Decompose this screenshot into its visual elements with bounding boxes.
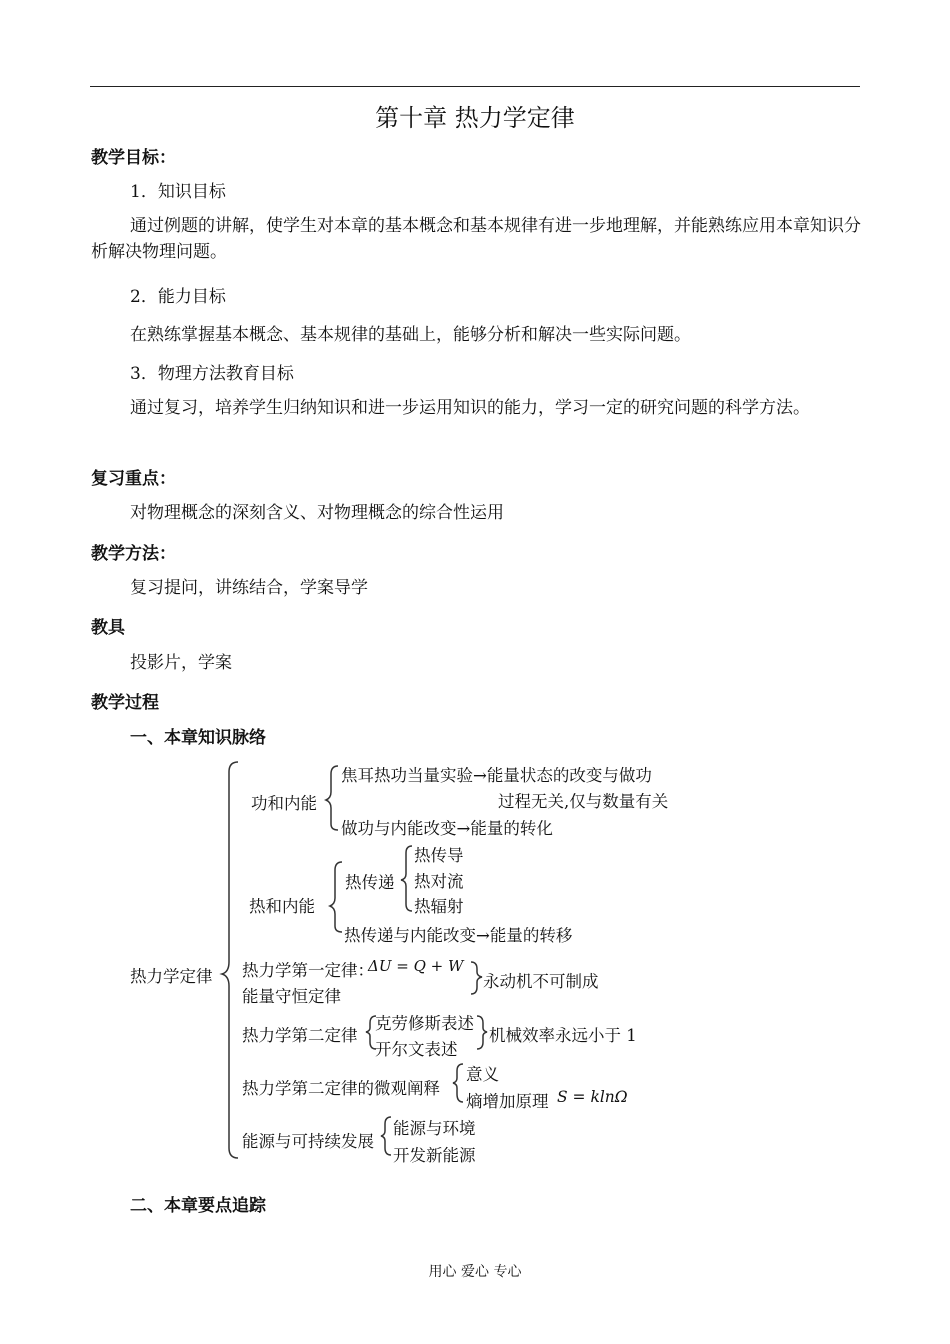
- transfer-item-1: 热传导: [414, 846, 464, 865]
- objective-3-text: 通过复习，培养学生归纳知识和进一步运用知识的能力，学习一定的研究问题的科学方法。: [130, 398, 810, 418]
- work-label: 功和内能: [251, 794, 317, 813]
- objective-2-text: 在熟练掌握基本概念、基本规律的基础上，能够分析和解决一些实际问题。: [130, 325, 691, 345]
- work-item-a1: 焦耳热功当量实验→能量状态的改变与做功: [341, 766, 652, 785]
- micro-brace: [453, 1064, 463, 1102]
- work-brace: [326, 766, 338, 830]
- transfer-brace: [401, 846, 412, 911]
- process-heading: 教学过程: [91, 693, 159, 713]
- transfer-item-3: 热辐射: [414, 897, 464, 916]
- objective-1-text: 通过例题的讲解，使学生对本章的基本概念和基本规律有进一步地理解，并能熟练应用本章知识分析解决物理问题。: [91, 216, 861, 262]
- work-item-a2: 过程无关,仅与数量有关: [498, 792, 669, 811]
- part1-heading: 一、本章知识脉络: [130, 728, 266, 748]
- key-points-heading: 复习重点：: [91, 469, 176, 489]
- heat-brace: [330, 862, 342, 932]
- objective-2-title: 2．能力目标: [130, 287, 226, 307]
- micro-label: 热力学第二定律的微观阐释: [242, 1079, 440, 1098]
- part2-heading: 二、本章要点追踪: [130, 1196, 266, 1216]
- objective-1-title: 1．知识目标: [130, 182, 226, 202]
- second-law-label: 热力学第二定律: [242, 1026, 358, 1045]
- methods-text: 复习提问，讲练结合，学案导学: [130, 578, 368, 598]
- heat-label: 热和内能: [249, 897, 315, 916]
- work-item-b: 做功与内能改变→能量的转化: [341, 819, 553, 838]
- heat-item-b: 热传递与内能改变→能量的转移: [344, 926, 573, 945]
- entropy-formula: S = klnΩ: [557, 1088, 628, 1106]
- energy-label: 能源与可持续发展: [242, 1132, 374, 1151]
- objective-3-title: 3．物理方法教育目标: [130, 364, 294, 384]
- first-law-result: 永动机不可制成: [483, 972, 599, 991]
- key-points-text: 对物理概念的深刻含义、对物理概念的综合性运用: [130, 503, 504, 523]
- page-footer: 用心 爱心 专心: [428, 1264, 522, 1280]
- energy-brace: [381, 1117, 391, 1155]
- second-law-result: 机械效率永远小于 1: [489, 1026, 637, 1045]
- transfer-label: 热传递: [345, 873, 395, 892]
- first-law-brace: [471, 962, 482, 994]
- methods-heading: 教学方法：: [91, 544, 176, 564]
- transfer-item-2: 热对流: [414, 872, 464, 891]
- second-law-result-brace: [477, 1016, 487, 1049]
- energy-conservation-label: 能量守恒定律: [242, 987, 341, 1006]
- first-law-label: 热力学第一定律：: [242, 961, 374, 980]
- root-brace: [222, 762, 238, 1158]
- energy-item-2: 开发新能源: [393, 1146, 476, 1165]
- micro-entropy: 熵增加原理: [466, 1092, 549, 1111]
- micro-meaning: 意义: [466, 1065, 499, 1084]
- tools-text: 投影片，学案: [130, 653, 232, 673]
- objectives-heading: 教学目标：: [91, 148, 176, 168]
- page-title: 第十章 热力学定律: [375, 104, 575, 132]
- diagram-root: 热力学定律: [130, 967, 213, 986]
- second-law-kelvin: 开尔文表述: [375, 1040, 458, 1059]
- tools-heading: 教具: [91, 618, 125, 638]
- header-rule: [90, 86, 860, 87]
- first-law-formula: ΔU = Q + W: [368, 957, 464, 975]
- energy-item-1: 能源与环境: [393, 1119, 476, 1138]
- second-law-clausius: 克劳修斯表述: [375, 1014, 474, 1033]
